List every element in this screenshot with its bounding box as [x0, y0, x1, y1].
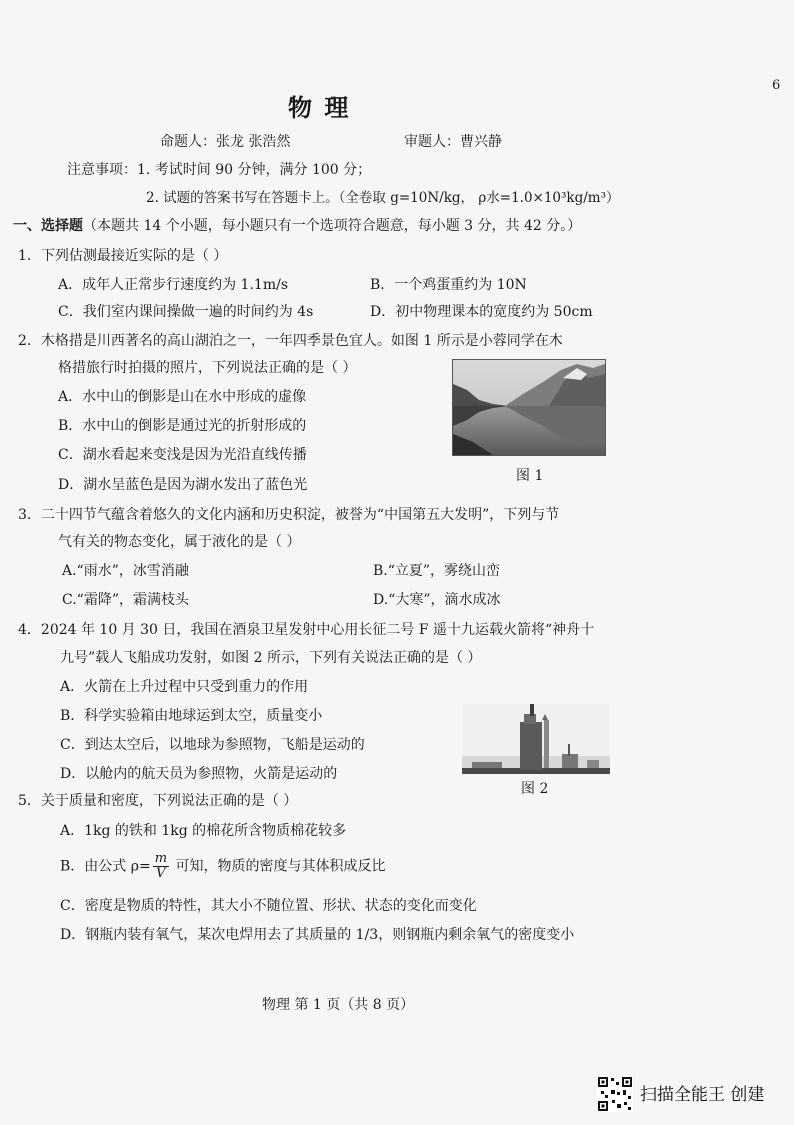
- figure-1-caption: 图 1: [516, 468, 544, 484]
- rocket-launch-image: [462, 704, 610, 774]
- qr-code-icon: [597, 1076, 633, 1112]
- figure-2-caption: 图 2: [521, 781, 549, 797]
- q4-stem-line-1: 4．2024 年 10 月 30 日，我国在酒泉卫星发射中心用长征二号 F 遥十九运载火箭将“神舟十: [18, 622, 595, 638]
- formula-denominator: V: [156, 866, 166, 881]
- q4-option-b: B．科学实验箱由地球运到太空，质量变小: [60, 708, 323, 724]
- q3-stem-line-2: 气有关的物态变化，属于液化的是（ ）: [58, 534, 301, 550]
- q5-option-c: C．密度是物质的特性，其大小不随位置、形状、状态的变化而变化: [60, 898, 477, 914]
- q3-stem-line-1: 3．二十四节气蕴含着悠久的文化内涵和历史积淀，被誉为“中国第五大发明”，下列与节: [18, 507, 560, 523]
- q1-option-b: B．一个鸡蛋重约为 10N: [370, 277, 527, 293]
- q5-stem: 5．关于质量和密度，下列说法正确的是（ ）: [18, 793, 298, 809]
- q4-option-a: A．火箭在上升过程中只受到重力的作用: [60, 679, 309, 695]
- q1-option-d: D．初中物理课本的宽度约为 50cm: [370, 304, 593, 320]
- q4-option-d: D．以舱内的航天员为参照物，火箭是运动的: [60, 766, 338, 782]
- formula-numerator: m: [154, 851, 168, 866]
- q2-option-d: D．湖水呈蓝色是因为湖水发出了蓝色光: [58, 477, 308, 493]
- section-description: （本题共 14 个小题，每小题只有一个选项符合题意，每小题 3 分，共 42 分。）: [83, 218, 582, 234]
- scanner-watermark-text: 扫描全能王 创建: [640, 1085, 765, 1105]
- q2-option-a: A．水中山的倒影是山在水中形成的虚像: [58, 389, 307, 405]
- q4-stem-line-2: 九号”载人飞船成功发射，如图 2 所示，下列有关说法正确的是（ ）: [60, 650, 482, 666]
- figure-2-rocket-photo: [462, 704, 610, 774]
- q2-stem-line-2: 格措旅行时拍摄的照片，下列说法正确的是（ ）: [58, 360, 357, 376]
- q5-option-d: D．钢瓶内装有氧气，某次电焊用去了其质量的 1/3，则钢瓶内剩余氧气的密度变小: [60, 927, 575, 943]
- q2-option-b: B．水中山的倒影是通过光的折射形成的: [58, 418, 307, 434]
- q2-stem-line-1: 2．木格措是川西著名的高山湖泊之一，一年四季景色宜人。如图 1 所示是小蓉同学在木: [18, 333, 563, 349]
- section-heading: [13, 216, 581, 236]
- notes-line-1: 注意事项：1. 考试时间 90 分钟，满分 100 分；: [67, 162, 372, 178]
- notes-line-2: 2. 试题的答案书写在答题卡上。（全卷取 g=10N/kg， ρ水=1.0×10³kg/m³）: [146, 190, 620, 206]
- q5-option-b-prefix: B．由公式 ρ=: [60, 858, 151, 875]
- q3-option-d: D.“大寒”，滴水成冰: [373, 592, 501, 608]
- section-title: 一、选择题: [13, 218, 83, 234]
- q4-option-c: C．到达太空后，以地球为参照物，飞船是运动的: [60, 737, 365, 753]
- authors-line: 命题人：张龙 张浩然: [160, 134, 291, 150]
- figure-1-lake-photo: [452, 359, 606, 456]
- q1-stem: 1．下列估测最接近实际的是（ ）: [18, 248, 228, 264]
- q5-option-a: A．1kg 的铁和 1kg 的棉花所含物质棉花较多: [60, 823, 347, 839]
- q3-option-c: C.“霜降”，霜满枝头: [62, 592, 189, 608]
- corner-page-number: 6: [772, 78, 781, 93]
- q5-option-b-suffix: 可知，物质的密度与其体积成反比: [171, 858, 386, 875]
- q3-option-b: B.“立夏”，雾绕山峦: [373, 563, 501, 579]
- lake-mountain-image: [453, 360, 605, 455]
- q2-option-c: C．湖水看起来变浅是因为光沿直线传播: [58, 447, 307, 463]
- q3-option-a: A.“雨水”，冰雪消融: [62, 563, 189, 579]
- q5-option-b: [60, 852, 385, 881]
- q1-option-a: A．成年人正常步行速度约为 1.1m/s: [58, 277, 289, 293]
- density-formula-fraction: [153, 852, 169, 881]
- page-footer: 物理 第 1 页（共 8 页）: [262, 997, 415, 1013]
- q1-option-c: C．我们室内课间操做一遍的时间约为 4s: [58, 304, 314, 320]
- reviewer-line: 审题人：曹兴静: [404, 134, 502, 150]
- page-title: 物 理: [288, 93, 351, 122]
